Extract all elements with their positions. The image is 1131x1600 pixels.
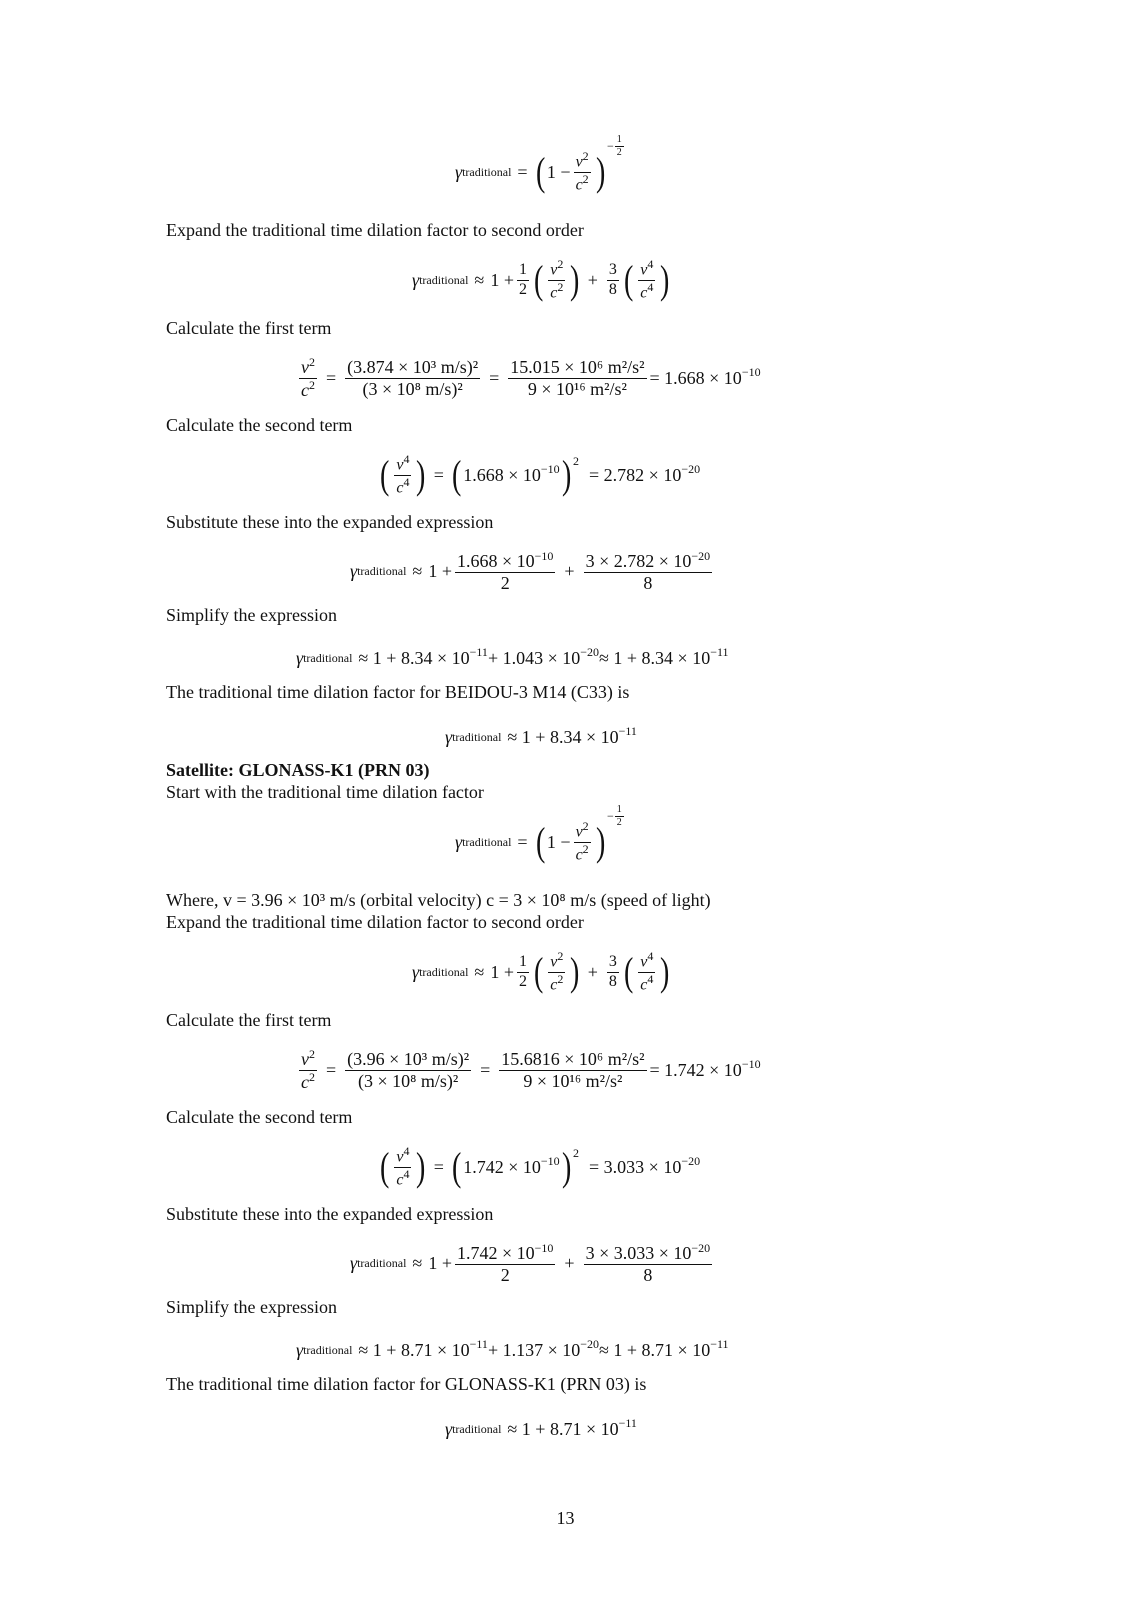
step-text: Calculate the second term	[166, 1107, 353, 1127]
step-text: Calculate the second term	[166, 415, 353, 435]
step-text: Start with the traditional time dilation factor	[166, 782, 484, 802]
equation-gamma-definition: γ traditional = ( 1 − $\frac{v^2}{c^2}$ ) − $\frac{1}{2}$	[455, 804, 622, 865]
equation-gamma-definition: γ traditional = ( 1 − $\frac{v^2}{c^2}$ ) − $\frac{1}{2}$	[455, 134, 622, 195]
page-number: 13	[556, 1508, 575, 1528]
equation-second-term: ( $\frac{v^4}{c^4}$ ) = ( 1.742 × 10 $^{-10}$ ) $^2$ = 3.033 × 10 $^{-20}$	[379, 1144, 701, 1190]
equation-second-term: ( $\frac{v^4}{c^4}$ ) = ( 1.668 × 10 $^{-10}$ ) $^2$ = 2.782 × 10 $^{-20}$	[379, 452, 701, 498]
step-text: Substitute these into the expanded expression	[166, 1204, 494, 1224]
equation-simplified: γ traditional ≈ 1 + 8.34 × 10 $^{-11}$ + 1.043 × 10 $^{-20}$ ≈ 1 + 8.34 × 10 $^{-11}$	[296, 645, 729, 668]
equation-substitution: γ traditional ≈ 1 + $\frac{1.742 \times 10^{-10}}{2}$ + $\frac{3 \times 3.033 \times 10^{-20}}{8}$	[350, 1241, 711, 1285]
step-text: Expand the traditional time dilation factor to second order	[166, 912, 584, 932]
equation-first-term: $\frac{v^2}{c^2}$ = $\frac{\text{(3.874 × 10³ m/s)²}}{\text{(3 × 10⁸ m/s)²}}$ = $\frac{\text{15.015 × 10⁶ m²/s²}}{\text{9 × 10¹⁶ m²/s²}}$ = 1.668 × 10 $^{-10}$	[301, 355, 761, 400]
equation-final: γ traditional ≈ 1 + 8.71 × 10 $^{-11}$	[445, 1416, 637, 1439]
equation-first-term: $\frac{v^2}{c^2}$ = $\frac{\text{(3.96 × 10³ m/s)²}}{\text{(3 × 10⁸ m/s)²}}$ = $\frac{\text{15.6816 × 10⁶ m²/s²}}{\text{9 × 10¹⁶ m²/s²}}$ = 1.742 × 10 $^{-10}$	[301, 1047, 761, 1092]
section-heading: Satellite: GLONASS-K1 (PRN 03)	[166, 760, 430, 780]
step-text: Calculate the first term	[166, 1010, 332, 1030]
equation-expansion: γ traditional ≈ 1 + $\frac{1}{2}$ ( $\frac{v^2}{c^2}$ ) + $\frac{3}{8}$ ( $\frac{v^4}{c^4}$ )	[412, 949, 670, 995]
step-text: The traditional time dilation factor for BEIDOU-3 M14 (C33) is	[166, 682, 630, 702]
step-text: Calculate the first term	[166, 318, 332, 338]
step-text: Simplify the expression	[166, 1297, 337, 1317]
equation-substitution: γ traditional ≈ 1 + $\frac{1.668 \times 10^{-10}}{2}$ + $\frac{3 \times 2.782 \times 10^{-20}}{8}$	[350, 549, 711, 593]
step-text: Simplify the expression	[166, 605, 337, 625]
step-text: Substitute these into the expanded expression	[166, 512, 494, 532]
equation-final: γ traditional ≈ 1 + 8.34 × 10 $^{-11}$	[445, 724, 637, 747]
step-text: Expand the traditional time dilation factor to second order	[166, 220, 584, 240]
step-text: Where, v = 3.96 × 10³ m/s (orbital velocity) c = 3 × 10⁸ m/s (speed of light)	[166, 890, 711, 910]
step-text: The traditional time dilation factor for GLONASS-K1 (PRN 03) is	[166, 1374, 647, 1394]
equation-expansion: γ traditional ≈ 1 + $\frac{1}{2}$ ( $\frac{v^2}{c^2}$ ) + $\frac{3}{8}$ ( $\frac{v^4}{c^4}$ )	[412, 257, 670, 303]
equation-simplified: γ traditional ≈ 1 + 8.71 × 10 $^{-11}$ + 1.137 × 10 $^{-20}$ ≈ 1 + 8.71 × 10 $^{-11}$	[296, 1337, 729, 1360]
